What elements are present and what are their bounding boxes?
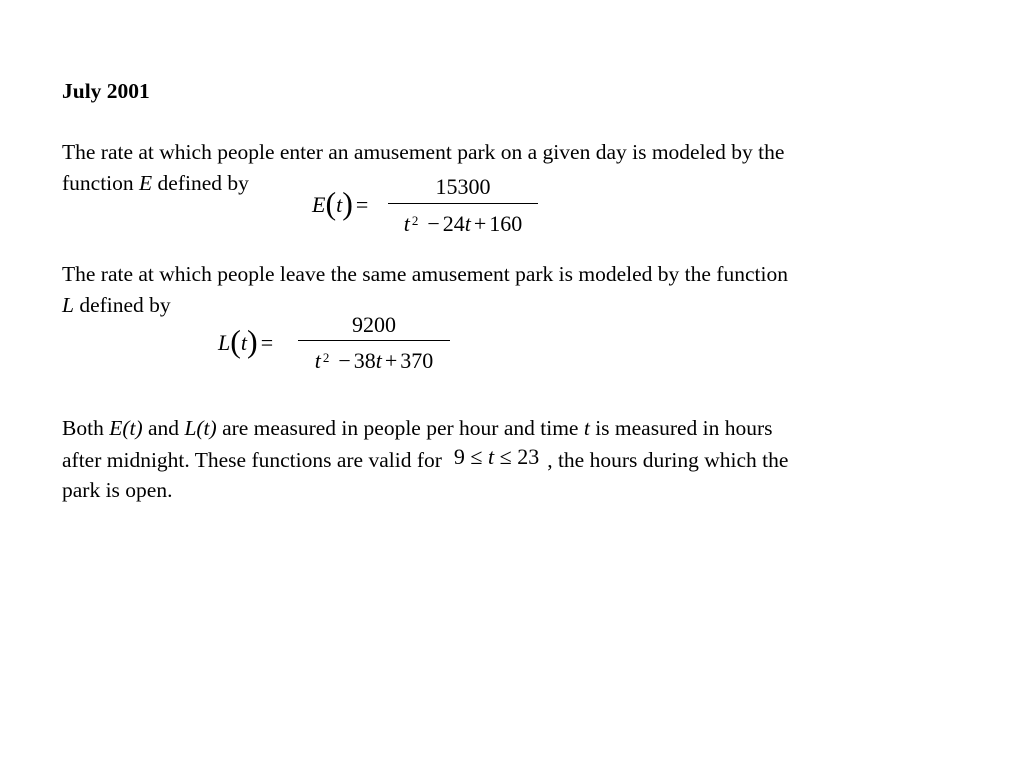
lower-bound: 9	[453, 444, 465, 469]
text-segment: is measured in hours	[589, 416, 773, 440]
den-exponent: 2	[322, 350, 330, 365]
paragraph-line	[62, 137, 784, 168]
paragraph-line	[62, 475, 788, 506]
function-l-ref: L(t)	[184, 416, 217, 440]
text-segment: defined by	[152, 171, 249, 195]
denominator	[388, 208, 538, 239]
minus-sign: −	[338, 348, 351, 373]
denominator	[298, 345, 450, 376]
paragraph-line	[62, 444, 788, 475]
plus-sign: +	[384, 348, 398, 373]
domain-inequality	[442, 441, 547, 472]
equation-lhs	[312, 186, 371, 220]
equation-e-of-t	[312, 168, 552, 238]
text-segment: after midnight. These functions are valid for	[62, 448, 442, 472]
paragraph-domain	[62, 413, 788, 506]
equals-sign: =	[260, 330, 274, 355]
open-paren: (	[230, 323, 241, 359]
variable-t: t	[583, 416, 590, 440]
variable-l: L	[62, 293, 74, 317]
equation-l-of-t	[218, 306, 468, 376]
text-segment: The rate at which people leave the same amusement park is modeled by the function	[62, 262, 788, 286]
inequality-var: t	[488, 444, 495, 469]
function-arg: t	[336, 192, 343, 217]
text-segment: , the hours during which the	[547, 448, 789, 472]
den-coefficient: 24	[442, 211, 465, 236]
equals-sign: =	[355, 192, 369, 217]
minus-sign: −	[427, 211, 440, 236]
function-e-ref: E(t)	[109, 416, 143, 440]
numerator: 9200	[352, 312, 396, 337]
text-segment: and	[142, 416, 185, 440]
den-constant: 160	[489, 211, 523, 236]
text-segment: park is open.	[62, 478, 173, 502]
den-constant: 370	[400, 348, 434, 373]
text-segment: defined by	[73, 293, 171, 317]
text-segment: function	[62, 171, 140, 195]
equation-lhs	[218, 324, 276, 358]
function-name: E	[312, 192, 326, 217]
numerator: 15300	[435, 174, 491, 199]
den-var: t	[314, 348, 321, 373]
plus-sign: +	[473, 211, 487, 236]
text-segment: The rate at which people enter an amusement park on a given day is modeled by the	[62, 140, 785, 164]
paragraph-line	[62, 259, 788, 290]
variable-e: E	[139, 171, 153, 195]
den-var2: t	[375, 348, 382, 373]
den-var2: t	[464, 211, 471, 236]
le-sign: ≤	[470, 444, 483, 469]
page-heading: July 2001	[62, 79, 150, 103]
function-name: L	[218, 330, 231, 355]
paragraph-line	[62, 413, 788, 444]
le-sign: ≤	[499, 444, 512, 469]
fraction-bar	[388, 203, 538, 204]
open-paren: (	[325, 185, 337, 221]
upper-bound: 23	[517, 444, 540, 469]
function-arg: t	[240, 330, 248, 355]
den-var: t	[403, 211, 410, 236]
close-paren: )	[342, 185, 353, 221]
text-segment: are measured in people per hour and time	[216, 416, 584, 440]
text-segment: Both	[62, 416, 110, 440]
den-exponent: 2	[411, 213, 419, 228]
fraction-bar	[298, 340, 450, 341]
close-paren: )	[247, 323, 258, 359]
den-coefficient: 38	[353, 348, 376, 373]
